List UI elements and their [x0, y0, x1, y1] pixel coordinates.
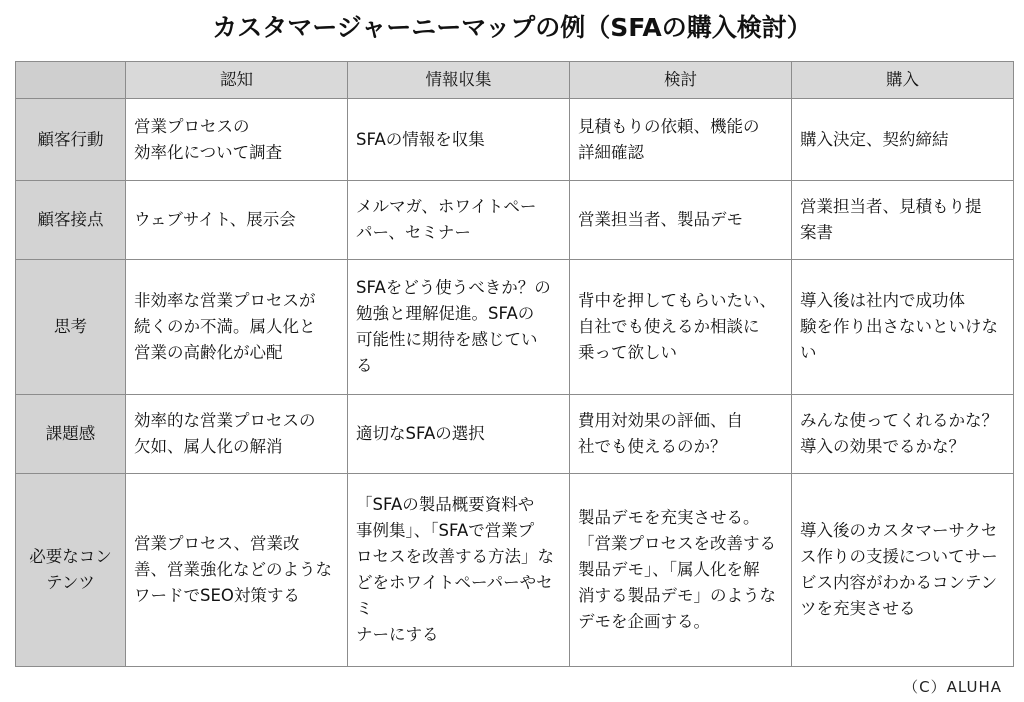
table-cell: 営業プロセス、営業改 善、営業強化などのような ワードでSEO対策する: [126, 474, 348, 667]
table-cell: メルマガ、ホワイトペー パー、セミナー: [348, 181, 570, 260]
table-cell: 営業担当者、見積もり提 案書: [792, 181, 1014, 260]
table-cell: 導入後のカスタマーサクセ ス作りの支援についてサー ビス内容がわかるコンテン ツを充実させる: [792, 474, 1014, 667]
customer-journey-table: [15, 61, 1014, 667]
row-label: 顧客接点: [16, 181, 126, 260]
table-cell: 「SFAの製品概要資料や 事例集」、「SFAで営業プ ロセスを改善する方法」な どをホワイトペーパーやセミ ナーにする: [348, 474, 570, 667]
table-cell: 非効率な営業プロセスが 続くのか不満。属人化と 営業の高齢化が心配: [126, 260, 348, 395]
table-row: [16, 99, 1014, 181]
table-row: [16, 181, 1014, 260]
copyright-notice: （C）ALUHA: [903, 678, 1002, 696]
column-header: 検討: [570, 62, 792, 99]
table-cell: 効率的な営業プロセスの 欠如、属人化の解消: [126, 395, 348, 474]
table-cell: 製品デモを充実させる。 「営業プロセスを改善する 製品デモ」、「属人化を解 消する製品デモ」のような デモを企画する。: [570, 474, 792, 667]
table-cell: 見積もりの依頼、機能の 詳細確認: [570, 99, 792, 181]
table-corner: [16, 62, 126, 99]
table-cell: SFAをどう使うべきか？の 勉強と理解促進。SFAの 可能性に期待を感じてい る: [348, 260, 570, 395]
table-cell: ウェブサイト、展示会: [126, 181, 348, 260]
table-cell: 営業プロセスの 効率化について調査: [126, 99, 348, 181]
row-label: 課題感: [16, 395, 126, 474]
table-header-row: [16, 62, 1014, 99]
table-cell: 導入後は社内で成功体 験を作り出さないといけな い: [792, 260, 1014, 395]
table-cell: 背中を押してもらいたい、 自社でも使えるか相談に 乗って欲しい: [570, 260, 792, 395]
column-header: 購入: [792, 62, 1014, 99]
page-title: カスタマージャーニーマップの例（SFAの購入検討）: [212, 13, 812, 42]
row-label: 必要なコン テンツ: [16, 474, 126, 667]
row-label: 思考: [16, 260, 126, 395]
table-row: [16, 474, 1014, 667]
column-header: 情報収集: [348, 62, 570, 99]
table-cell: みんな使ってくれるかな？ 導入の効果でるかな？: [792, 395, 1014, 474]
column-header: 認知: [126, 62, 348, 99]
table-cell: 費用対効果の評価、自 社でも使えるのか？: [570, 395, 792, 474]
table-cell: 購入決定、契約締結: [792, 99, 1014, 181]
table-cell: SFAの情報を収集: [348, 99, 570, 181]
table-row: [16, 260, 1014, 395]
table-cell: 営業担当者、製品デモ: [570, 181, 792, 260]
row-label: 顧客行動: [16, 99, 126, 181]
table-row: [16, 395, 1014, 474]
table-cell: 適切なSFAの選択: [348, 395, 570, 474]
